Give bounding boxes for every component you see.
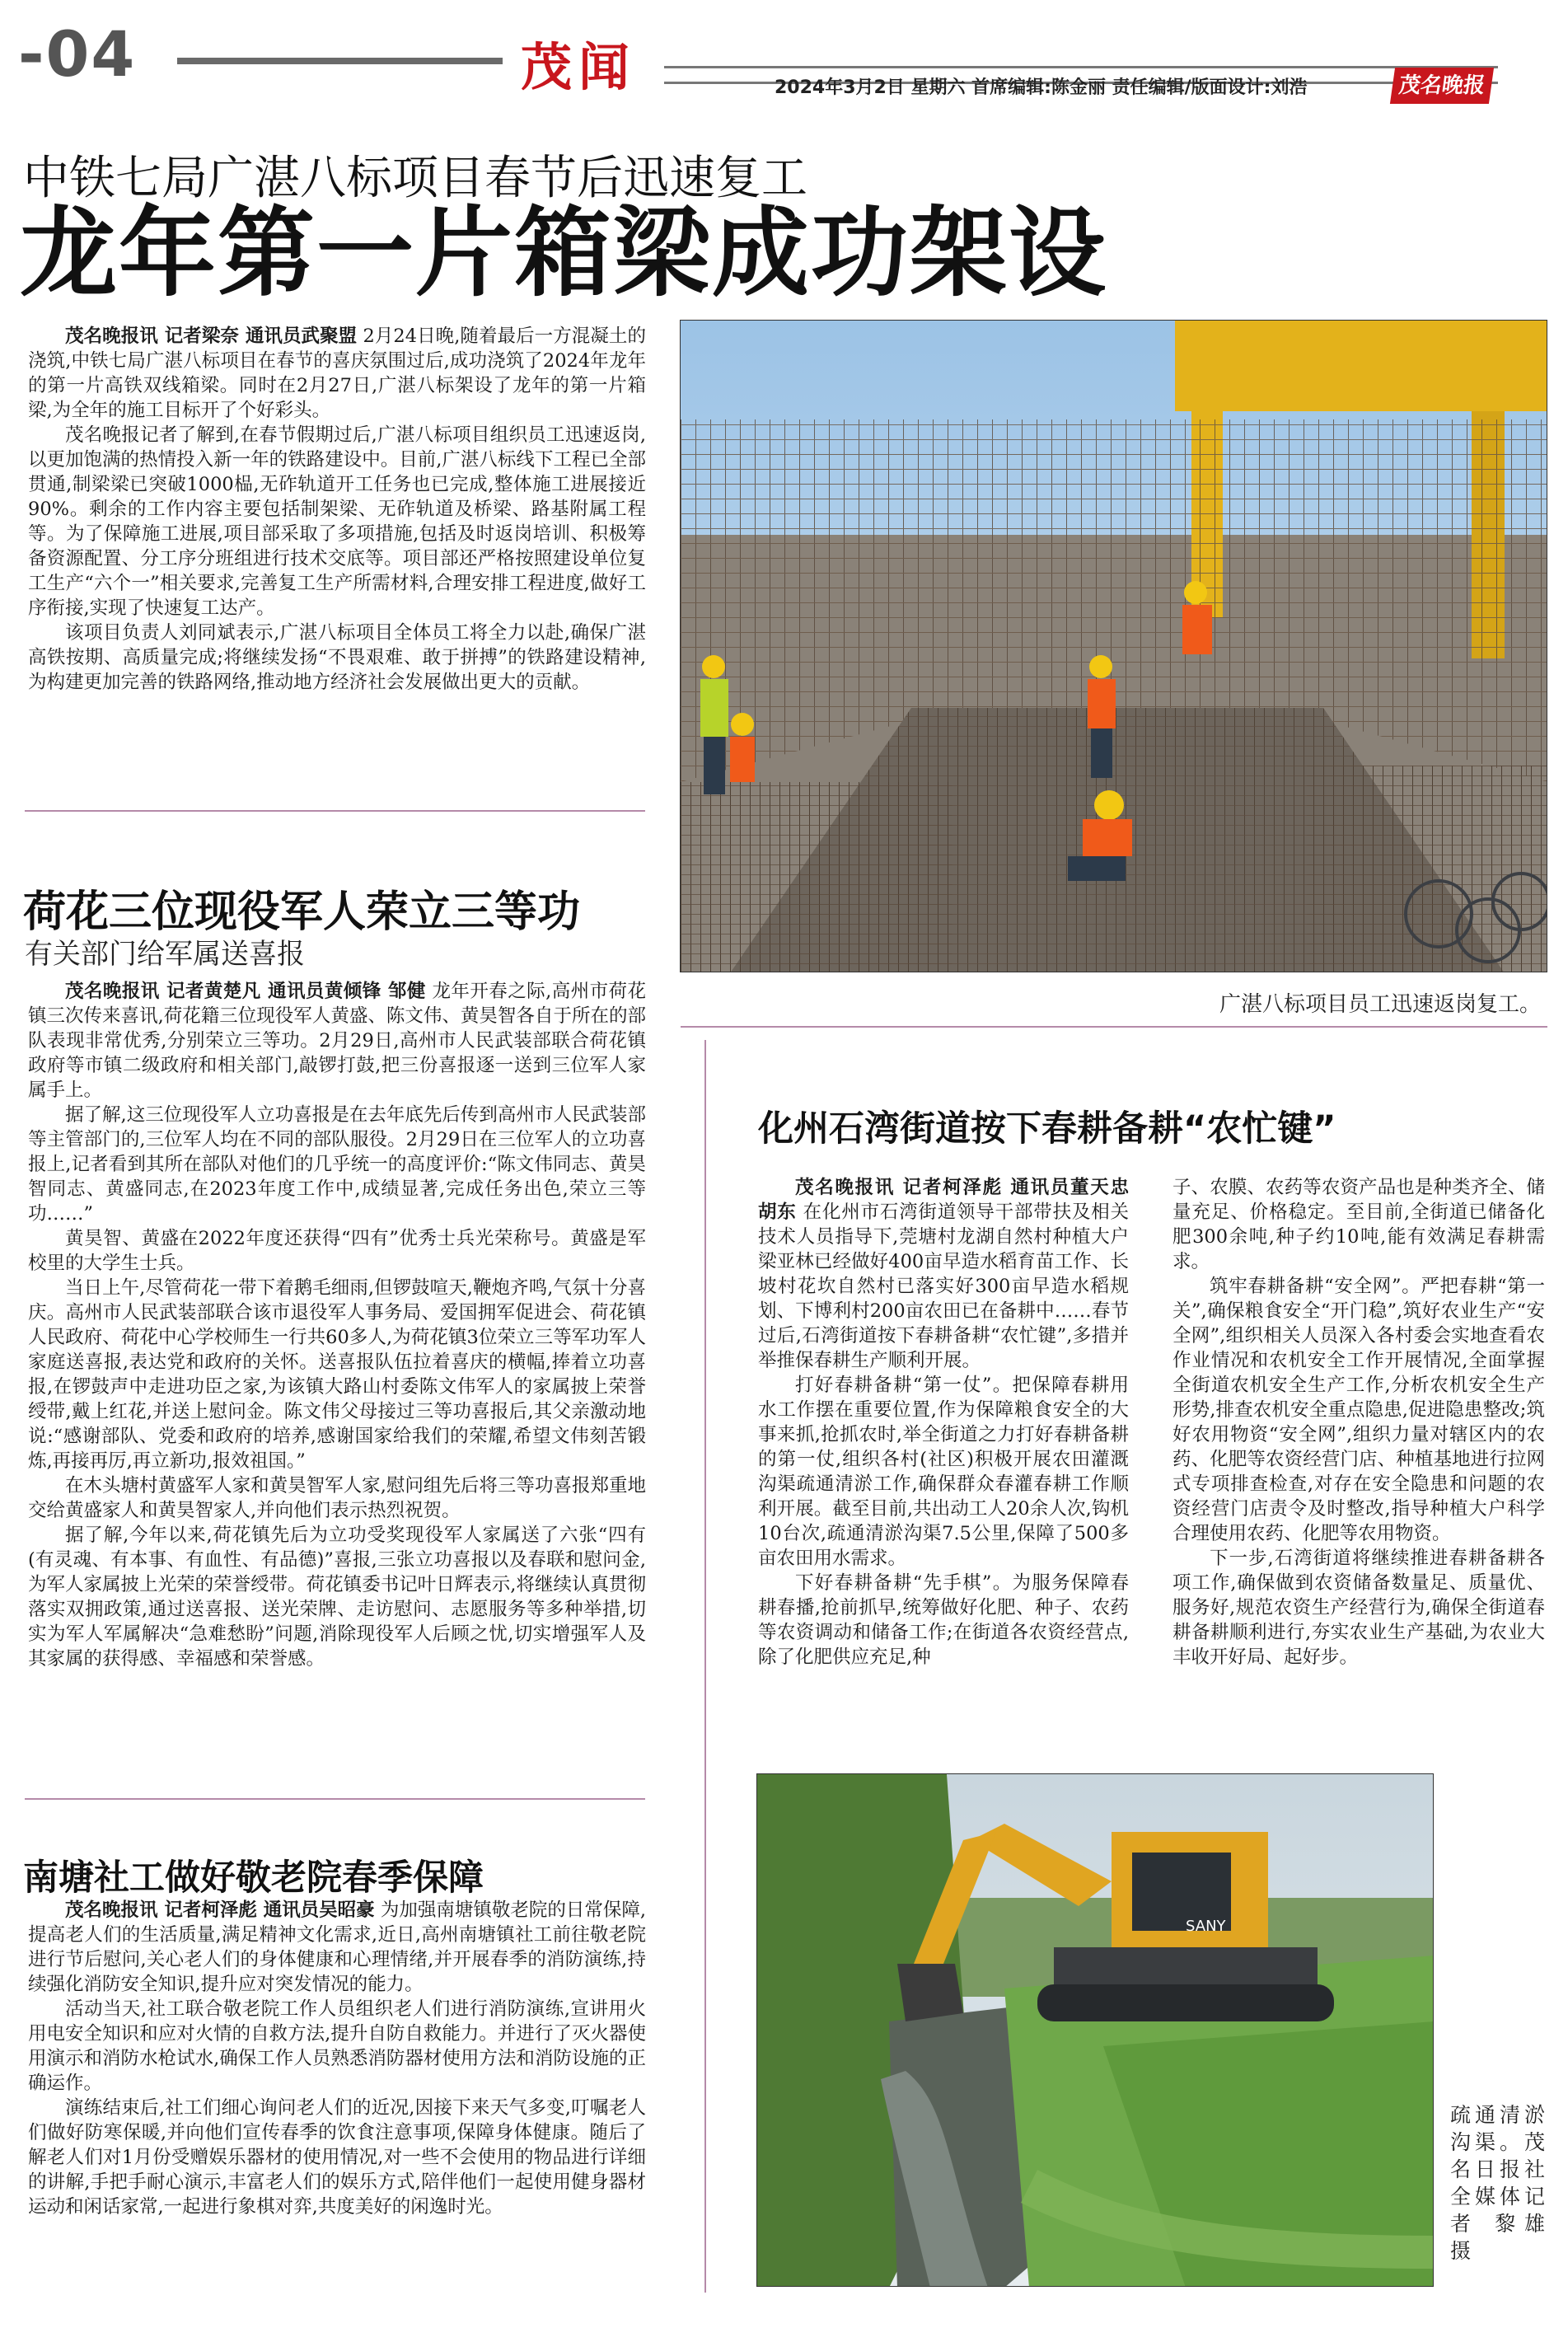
article2-body [28,979,646,1671]
page-number: -04 [18,17,137,91]
article2-paragraph: 据了解,这三位现役军人立功喜报是在去年底先后传到高州市人民武装部等主管部门的,三位军人均在不同的部队服役。2月29日在三位军人的立功喜报上,记者看到其所在部队对他们的几乎统一的高度评价:“陈文伟同志、黄昊智同志、黄盛同志,在2023年度工作中,成绩显著,完成任务出色,荣立三等功……” [28,1104,646,1225]
article4-photo-caption: 疏通清淤沟渠。茂名日报社全媒体记者 黎雄 摄 [1450,2103,1545,2263]
article4-paragraph: 下一步,石湾街道将继续推进春耕备耕各项工作,确保做到农资储备数量足、质量优、服务好,规范农资生产经营行为,确保全街道春耕备耕顺利进行,夯实农业生产基础,为农业大丰收开好局、起好步。 [1172,1548,1545,1668]
article2-subhead: 有关部门给军属送喜报 [25,938,305,971]
article2-byline: 茂名晚报讯 记者黄楚凡 通讯员黄倾锋 邹健 [65,981,426,1002]
lead-article-body [28,324,646,695]
article4-column-1 [758,1175,1129,1670]
article3-paragraph: 演练结束后,社工们细心询问老人们的近况,因接下来天气多变,叮嘱老人们做好防寒保暖,并向他们宣传春季的饮食注意事项,保障身体健康。随后了解老人们对1月份受赠娱乐器材的使用情况,对一些不会使用的物品进行详细的讲解,手把手耐心演示,丰富老人们的娱乐方式,陪伴他们一起使用健身器材运动和闲话家常,一起进行象棋对弈,共度美好的闲逸时光。 [28,2097,646,2218]
article4-paragraph: 茂名晚报讯 记者柯泽彪 通讯员董天忠 胡东 在化州市石湾街道领导干部带扶及相关技术人员指导下,莞塘村龙湖自然村种植大户梁亚林已经做好400亩早造水稻育苗工作、长坡村花坎自然村已落实好300亩早造水稻规划、下博利村200亩农田已在备耕中……春节过后,石湾街道按下春耕备耕“农忙键”,多措并举推保春耕生产顺利开展。 [758,1177,1129,1371]
article3-headline: 南塘社工做好敬老院春季保障 [23,1857,484,1899]
article3-paragraph: 活动当天,社工联合敬老院工作人员组织老人们进行消防演练,宣讲用火用电安全知识和应对火情的自救方法,提升自防自救能力。并进行了灭火器使用演示和消防水枪试水,确保工作人员熟悉消防器材使用方法和消防设施的正确运作。 [28,1998,646,2094]
article2-paragraph: 茂名晚报讯 记者黄楚凡 通讯员黄倾锋 邹健 龙年开春之际,高州市荷花镇三次传来喜讯,荷花籍三位现役军人黄盛、陈文伟、黄昊智各自于所在的部队表现非常优秀,分别荣立三等功。2月29日,高州市人民武装部联合荷花镇政府等市镇二级政府和相关部门,敲锣打鼓,把三份喜报逐一送到三位军人家属手上。 [28,981,646,1101]
lead-photo [680,320,1547,972]
lead-headline: 龙年第一片箱梁成功架设 [20,196,1108,310]
lead-photo-caption: 广湛八标项目员工迅速返岗复工。 [1219,992,1542,1017]
article2-paragraph: 黄昊智、黄盛在2022年度还获得“四有”优秀士兵光荣称号。黄盛是军校里的大学生士兵。 [28,1228,646,1274]
lead-byline: 茂名晚报讯 记者梁奈 通讯员武聚盟 [65,326,358,347]
article4-photo [756,1773,1434,2287]
divider [681,1026,1547,1028]
lead-kicker: 中铁七局广湛八标项目春节后迅速复工 [23,152,807,205]
svg-text:SANY: SANY [1186,1918,1226,1935]
excavator-dredging-canal-photo [757,1774,1434,2287]
article2-paragraph: 当日上午,尽管荷花一带下着鹅毛细雨,但锣鼓喧天,鞭炮齐鸣,气氛十分喜庆。高州市人民武装部联合该市退役军人事务局、爱国拥军促进会、荷花镇人民政府、荷花中心学校师生一行共60多人,为荷花镇3位荣立三等军功军人家庭送喜报,表达党和政府的关怀。送喜报队伍拉着喜庆的横幅,捧着立功喜报,在锣鼓声中走进功臣之家,为该镇大路山村委陈文伟军人的家属披上荣誉绶带,戴上红花,并送上慰问金。陈文伟父母接过三等功喜报后,其父亲激动地说:“感谢部队、党委和政府的培养,感谢国家给我们的荣耀,希望文伟刻苦锻炼,再接再厉,再立新功,报效祖国。” [28,1277,646,1472]
article4-byline: 茂名晚报讯 记者柯泽彪 通讯员董天忠 胡东 [758,1177,1129,1223]
header-rule-left [177,58,503,64]
article4-paragraph: 子、农膜、农药等农资产品也是种类齐全、储量充足、价格稳定。至目前,全街道已储备化肥300余吨,种子约10吨,能有效满足春耕需求。 [1172,1177,1545,1272]
article2-paragraph: 在木头塘村黄盛军人家和黄昊智军人家,慰问组先后将三等功喜报郑重地交给黄盛家人和黄昊智家人,并向他们表示热烈祝贺。 [28,1475,646,1521]
lead-paragraph: 茂名晚报讯 记者梁奈 通讯员武聚盟 2月24日晚,随着最后一方混凝土的浇筑,中铁七局广湛八标项目在春节的喜庆氛围过后,成功浇筑了2024年龙年的第一片高铁双线箱梁。同时在2月27日,广湛八标架设了龙年的第一片箱梁,为全年的施工目标开了个好彩头。 [28,326,646,421]
article3-body [28,1898,646,2219]
divider [25,810,645,812]
newspaper-logo: 茂名晚报 [1390,68,1494,104]
article3-paragraph: 茂名晚报讯 记者柯泽彪 通讯员吴昭豪 为加强南塘镇敬老院的日常保障,提高老人们的生活质量,满足精神文化需求,近日,高州南塘镇社工前往敬老院进行节后慰问,关心老人们的身体健康和心理情绪,并开展春季的消防演练,持续强化消防安全知识,提升应对突发情况的能力。 [28,1899,647,1995]
article4-headline: 化州石湾街道按下春耕备耕“农忙键” [758,1108,1336,1150]
article4-paragraph: 下好春耕备耕“先手棋”。为服务保障春耕春播,抢前抓早,统筹做好化肥、种子、农药等农资调动和储备工作;在街道各农资经营点,除了化肥供应充足,种 [758,1572,1129,1668]
article2-headline: 荷花三位现役军人荣立三等功 [23,888,581,937]
divider [25,1798,645,1800]
article4-paragraph: 打好春耕备耕“第一仗”。把保障春耕用水工作摆在重要位置,作为保障粮食安全的大事来抓,抢抓农时,举全街道之力打好春耕备耕的第一仗,组织各村(社区)积极开展农田灌溉沟渠疏通清淤工作,确保群众春灌春耕工作顺利开展。截至目前,共出动工人20余人次,钩机10台次,疏通清淤沟渠7.5公里,保障了500多亩农田用水需求。 [758,1375,1129,1569]
header-date-editors: 2024年3月2日 星期六 首席编辑:陈金丽 责任编辑/版面设计:刘浩 [775,77,1308,98]
article3-byline: 茂名晚报讯 记者柯泽彪 通讯员吴昭豪 [65,1899,375,1921]
article4-paragraph: 筑牢春耕备耕“安全网”。严把春耕“第一关”,确保粮食安全“开门稳”,筑好农业生产“安全网”,组织相关人员深入各村委会实地查看农作业情况和农机安全工作开展情况,全面掌握全街道农机安全生产工作,分析农机安全生产形势,排查农机安全重点隐患,促进隐患整改;筑好农用物资“安全网”,组织力量对辖区内的农药、化肥等农资经营门店、种植基地进行拉网式专项排查检查,对存在安全隐患和问题的农资经营门店责令及时整改,指导种植大户科学合理使用农药、化肥等农用物资。 [1172,1276,1545,1544]
column-divider [704,1040,706,2293]
rebar-cage-construction-photo [681,321,1547,972]
section-name: 茂闻 [521,37,637,97]
article4-column-2 [1172,1175,1545,1670]
article2-paragraph: 据了解,今年以来,荷花镇先后为立功受奖现役军人家属送了六张“四有(有灵魂、有本事、有血性、有品德)”喜报,三张立功喜报以及春联和慰问金,为军人家属披上光荣的荣誉绶带。荷花镇委书记叶日辉表示,将继续认真贯彻落实双拥政策,通过送喜报、送光荣牌、走访慰问、志愿服务等多种举措,切实为军人军属解决“急难愁盼”问题,消除现役军人后顾之忧,切实增强军人及其家属的获得感、幸福感和荣誉感。 [28,1525,646,1670]
lead-paragraph: 该项目负责人刘同斌表示,广湛八标项目全体员工将全力以赴,确保广湛高铁按期、高质量完成;将继续发扬“不畏艰难、敢于拼搏”的铁路建设精神,为构建更加完善的铁路网络,推动地方经济社会发展做出更大的贡献。 [28,622,646,693]
lead-paragraph: 茂名晚报记者了解到,在春节假期过后,广湛八标项目组织员工迅速返岗,以更加饱满的热情投入新一年的铁路建设中。目前,广湛八标线下工程已全部贯通,制梁梁已突破1000榀,无砟轨道开工任务也已完成,整体施工进展接近90%。剩余的工作内容主要包括制架梁、无砟轨道及桥梁、路基附属工程等。为了保障施工进展,项目部采取了多项措施,包括及时返岗培训、积极筹备资源配置、分工序分班组进行技术交底等。项目部还严格按照建设单位复工生产“六个一”相关要求,完善复工生产所需材料,合理安排工程进度,做好工序衔接,实现了快速复工达产。 [28,424,646,619]
